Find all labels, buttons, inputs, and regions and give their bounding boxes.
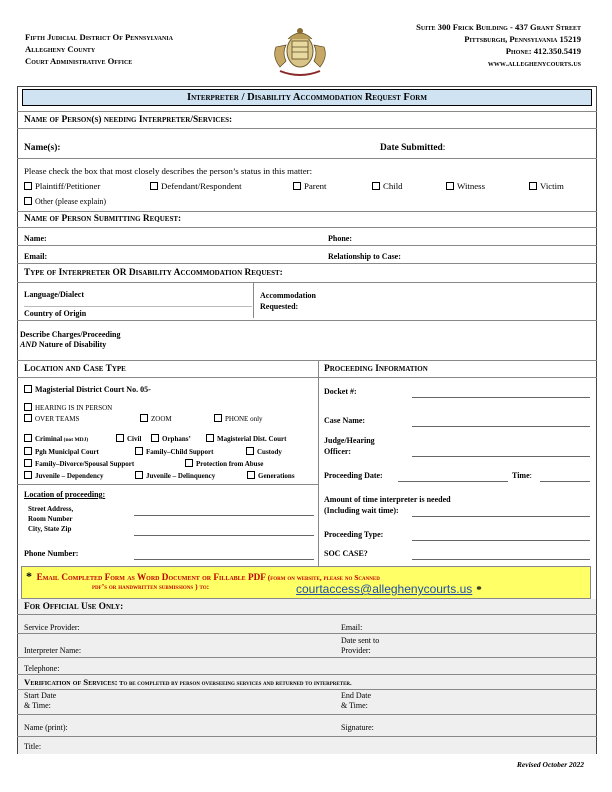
status-checkbox-plaintiff[interactable]: Plaintiff/Petitioner [24,181,100,191]
county-seal-icon [268,21,332,79]
form-title: Interpreter / Disability Accommodation Request Form [22,89,592,106]
divider [17,320,597,321]
divider [17,674,597,675]
checkbox-icon [247,471,255,479]
address-line-2: Pittsburgh, Pennsylvania 15219 [464,34,581,44]
country-label: Country of Origin [24,309,87,318]
status-checkbox-other[interactable]: Other (please explain) [24,197,106,206]
language-label: Language/Dialect [24,290,84,299]
court-name-line-1: Fifth Judicial District Of Pennsylvania [25,32,173,42]
charges-label-1: Describe Charges/Proceeding [20,330,121,339]
location-phone-input-line[interactable] [134,559,314,560]
location-phone-label: Phone Number: [24,549,79,558]
date-submitted-label: Date Submitted: [380,143,446,153]
location-of-proceeding-label: Location of proceeding: [24,490,106,499]
criminal-checkbox[interactable]: Criminal (not MDJ) [24,434,88,443]
end-date-label-1: End Date [341,691,371,700]
email-notice-line-1: * Email Completed Form as Word Document or Fillable PDF (form on website, please no Scanned [26,569,380,583]
divider [24,306,252,307]
court-name-block [25,31,173,67]
divider [17,360,597,361]
status-checkbox-child[interactable]: Child [372,181,403,191]
mdj-checkbox[interactable]: Magisterial District Court No. 05- [24,385,151,394]
signature-label: Signature: [341,723,374,732]
case-name-input-line[interactable] [412,426,590,427]
protection-checkbox[interactable]: Protection from Abuse [185,459,263,468]
website-line: www.alleghenycourts.us [487,58,581,68]
judge-input-line[interactable] [412,456,590,457]
divider [17,158,597,159]
submitter-email-label: Email: [24,252,48,261]
checkbox-icon [185,459,193,467]
checkbox-icon [24,385,32,393]
start-date-label-1: Start Date [24,691,57,700]
checkbox-icon [24,459,32,467]
names-label: Name(s): [24,143,61,153]
phone-only-checkbox[interactable]: PHONE only [214,414,263,423]
juvenile-delinquency-checkbox[interactable]: Juvenile – Delinquency [135,471,215,480]
verification-heading: Verification of Services: To be completed by person overseeing services and returned to interpreter. [24,677,352,687]
checkbox-icon [24,434,32,442]
court-access-email-link[interactable]: courtaccess@alleghenycourts.us * [296,582,482,596]
checkbox-icon [24,414,32,422]
court-name-line-2: Allegheny County [25,44,96,54]
docket-input-line[interactable] [412,397,590,398]
address-label-3: City, State Zip [28,525,72,533]
divider [17,484,319,485]
divider [17,614,597,615]
status-checkbox-witness[interactable]: Witness [446,181,485,191]
over-teams-checkbox[interactable]: OVER TEAMS [24,414,79,423]
civil-checkbox[interactable]: Civil [116,434,141,443]
proceeding-type-input-line[interactable] [412,540,590,541]
section-heading-person-submitting: Name of Person Submitting Request: [24,214,182,224]
juvenile-dependency-checkbox[interactable]: Juvenile – Dependency [24,471,103,480]
submitter-phone-label: Phone: [328,234,352,243]
address-label-1: Street Address, [28,505,74,513]
divider [17,282,597,283]
divider [17,263,597,264]
status-prompt: Please check the box that most closely describes the person’s status in this matter: [24,166,313,176]
divider [17,714,597,715]
divider [17,736,597,737]
time-input-line[interactable] [540,481,590,482]
name-print-label: Name (print): [24,723,68,732]
soc-case-input-line[interactable] [412,559,590,560]
divider [17,211,597,212]
divider [17,377,597,378]
date-sent-label-2: Provider: [341,646,371,655]
checkbox-icon [372,182,380,190]
checkbox-icon [246,447,254,455]
proceeding-date-label: Proceeding Date: [324,471,383,480]
divider [318,360,319,566]
soc-case-label: SOC CASE? [324,549,368,558]
checkbox-icon [24,447,32,455]
checkbox-icon [446,182,454,190]
orphans-checkbox[interactable]: Orphans’ [151,434,191,443]
divider [17,245,597,246]
section-heading-location: Location and Case Type [24,364,126,374]
checkbox-icon [151,434,159,442]
custody-checkbox[interactable]: Custody [246,447,282,456]
divider [17,633,597,634]
address-input-line[interactable] [134,515,314,516]
interpreter-name-label: Interpreter Name: [24,646,82,655]
section-heading-interpreter-type: Type of Interpreter OR Disability Accommodation Request: [24,268,283,278]
checkbox-icon [116,434,124,442]
judge-label-1: Judge/Hearing [324,436,375,445]
start-date-label-2: & Time: [24,701,51,710]
court-name-line-3: Court Administrative Office [25,56,133,66]
court-address-block [416,21,581,69]
divider [17,227,597,228]
title-label: Title: [24,742,42,751]
checkbox-icon [206,434,214,442]
checkbox-icon [529,182,537,190]
case-name-label: Case Name: [324,416,366,425]
checkbox-icon [24,403,32,411]
date-sent-label-1: Date sent to [341,636,380,645]
phone-line: Phone: 412.350.5419 [505,46,581,56]
section-heading-official-use: For Official Use Only: [24,602,124,612]
divider [17,689,597,690]
mag-dist-checkbox[interactable]: Magisterial Dist. Court [206,434,286,443]
checkbox-icon [24,471,32,479]
address-label-2: Room Number [28,515,73,523]
checkbox-icon [135,471,143,479]
status-checkbox-defendant[interactable]: Defendant/Respondent [150,181,242,191]
divider [253,282,254,318]
checkbox-icon [135,447,143,455]
official-email-label: Email: [341,623,363,632]
checkbox-icon [293,182,301,190]
relationship-label: Relationship to Case: [328,252,401,261]
checkbox-icon [24,197,32,205]
family-divorce-checkbox[interactable]: Family–Divorce/Spousal Support [24,459,134,468]
checkbox-icon [150,182,158,190]
divider [17,657,597,658]
status-checkbox-parent[interactable]: Parent [293,181,326,191]
zoom-checkbox[interactable]: ZOOM [140,414,172,423]
charges-label-2: AND Nature of Disability [20,340,107,349]
email-notice-line-2: pdf’s or handwritten submissions ) to: [92,582,210,591]
amount-input-line[interactable] [412,516,590,517]
divider [17,111,597,112]
amount-label-2: (Including wait time): [324,506,399,515]
checkbox-icon [140,414,148,422]
judge-label-2: Officer: [324,447,352,456]
address-input-line[interactable] [134,535,314,536]
docket-label: Docket #: [324,387,357,396]
status-checkbox-victim[interactable]: Victim [529,181,564,191]
checkbox-icon [214,414,222,422]
pgh-municipal-checkbox[interactable]: Pgh Municipal Court [24,447,99,456]
address-line-1: Suite 300 Frick Building - 437 Grant Street [416,22,581,32]
submitter-name-label: Name: [24,234,47,243]
hearing-in-person-checkbox[interactable]: HEARING IS IN PERSON [24,403,112,412]
service-provider-label: Service Provider: [24,623,80,632]
family-child-checkbox[interactable]: Family–Child Support [135,447,214,456]
generations-checkbox[interactable]: Generations [247,471,295,480]
accommodation-label-2: Requested: [260,302,299,311]
proceeding-date-input-line[interactable] [398,481,508,482]
time-label: Time: [512,471,532,480]
accommodation-label-1: Accommodation [260,291,316,300]
telephone-label: Telephone: [24,664,60,673]
section-heading-person-needing: Name of Person(s) needing Interpreter/Services: [24,115,233,125]
checkbox-icon [24,182,32,190]
proceeding-type-label: Proceeding Type: [324,530,384,539]
end-date-label-2: & Time: [341,701,368,710]
amount-label-1: Amount of time interpreter is needed [324,495,451,504]
divider [17,128,597,129]
revision-date: Revised October 2022 [516,760,584,769]
section-heading-proceeding: Proceeding Information [324,364,428,374]
